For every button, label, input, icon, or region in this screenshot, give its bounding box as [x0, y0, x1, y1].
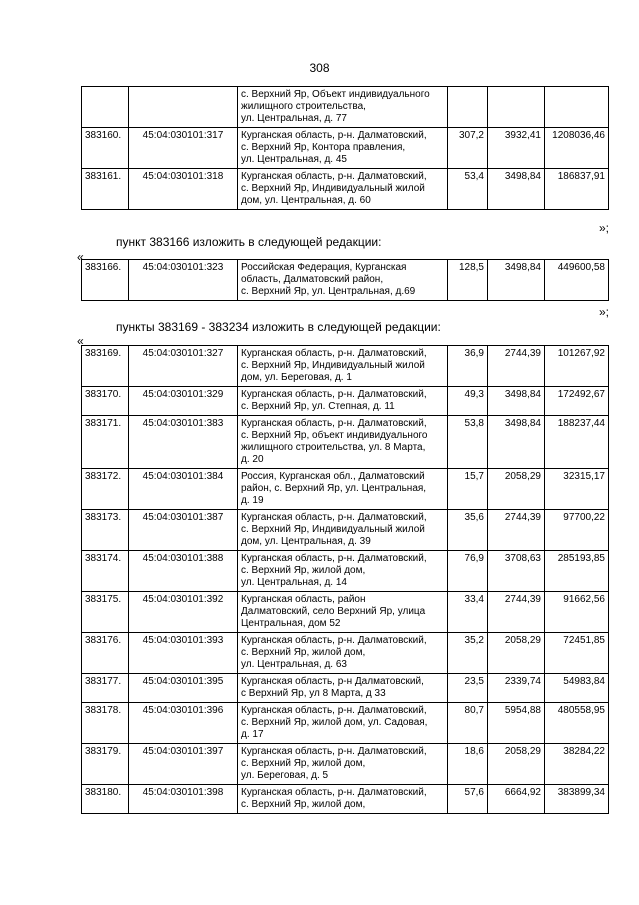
- address-line: дом, ул. Береговая, д. 1: [241, 372, 352, 383]
- cadastral-value-cell: 449600,58: [545, 260, 609, 301]
- rate-cell: 3498,84: [488, 416, 545, 469]
- address-line: ул. Центральная, д. 14: [241, 577, 347, 588]
- rate-cell: 2058,29: [488, 633, 545, 674]
- address-line: с. Верхний Яр, жилой дом,: [241, 799, 366, 810]
- row-number-cell: 383179.: [82, 744, 129, 785]
- area-cell: 35,2: [448, 633, 488, 674]
- address-cell: [238, 592, 448, 633]
- table-row: [82, 551, 609, 592]
- address-line: Курганская область, р-н. Далматовский,: [241, 635, 427, 646]
- cadastral-number-cell: 45:04:030101:318: [129, 169, 238, 210]
- row-number-cell: 383173.: [82, 510, 129, 551]
- row-number-cell: 383175.: [82, 592, 129, 633]
- table-row: [82, 169, 609, 210]
- area-cell: 80,7: [448, 703, 488, 744]
- address-line: Далматовский, село Верхний Яр, улица: [241, 606, 426, 617]
- cadastral-value-cell: 285193,85: [545, 551, 609, 592]
- row-number-cell: 383172.: [82, 469, 129, 510]
- area-cell: 57,6: [448, 785, 488, 814]
- area-cell: 36,9: [448, 346, 488, 387]
- rate-cell: 3708,63: [488, 551, 545, 592]
- address-line: с. Верхний Яр, ул. Степная, д. 11: [241, 401, 395, 412]
- address-cell: [238, 674, 448, 703]
- address-line: Курганская область, район: [241, 594, 366, 605]
- address-cell: [238, 387, 448, 416]
- address-line: с. Верхний Яр, ул. Центральная, д.69: [241, 286, 416, 297]
- address-cell: [238, 169, 448, 210]
- area-cell: 33,4: [448, 592, 488, 633]
- table-row: [82, 128, 609, 169]
- address-line: с. Верхний Яр, жилой дом, ул. Садовая,: [241, 717, 428, 728]
- row-number-cell: 383180.: [82, 785, 129, 814]
- cadastral-value-cell: 480558,95: [545, 703, 609, 744]
- address-line: Курганская область, р-н. Далматовский,: [241, 705, 427, 716]
- cadastral-value-cell: 1208036,46: [545, 128, 609, 169]
- registry-table-1: [81, 86, 609, 210]
- rate-cell: 6664,92: [488, 785, 545, 814]
- rate-cell: 2339,74: [488, 674, 545, 703]
- address-line: с. Верхний Яр, жилой дом,: [241, 565, 366, 576]
- address-line: д. 20: [241, 454, 264, 465]
- rate-cell: 2744,39: [488, 510, 545, 551]
- address-line: с. Верхний Яр, Контора правления,: [241, 142, 406, 153]
- cadastral-number-cell: [129, 87, 238, 128]
- area-cell: 128,5: [448, 260, 488, 301]
- table-row: [82, 510, 609, 551]
- address-line: дом, ул. Центральная, д. 60: [241, 195, 371, 206]
- table-row: [82, 785, 609, 814]
- address-line: область, Далматовский район,: [241, 274, 384, 285]
- address-line: ул. Центральная, д. 63: [241, 659, 347, 670]
- area-cell: 53,4: [448, 169, 488, 210]
- cadastral-value-cell: 172492,67: [545, 387, 609, 416]
- cadastral-number-cell: 45:04:030101:323: [129, 260, 238, 301]
- address-line: Курганская область, р-н. Далматовский,: [241, 746, 427, 757]
- row-number-cell: 383170.: [82, 387, 129, 416]
- rate-cell: 3498,84: [488, 169, 545, 210]
- address-line: Российская Федерация, Курганская: [241, 262, 407, 273]
- row-number-cell: 383160.: [82, 128, 129, 169]
- cadastral-value-cell: 91662,56: [545, 592, 609, 633]
- address-cell: [238, 128, 448, 169]
- table-row: [82, 674, 609, 703]
- cadastral-number-cell: 45:04:030101:384: [129, 469, 238, 510]
- opening-quote-2: «: [77, 250, 84, 264]
- address-cell: [238, 703, 448, 744]
- cadastral-value-cell: [545, 87, 609, 128]
- cadastral-value-cell: 54983,84: [545, 674, 609, 703]
- address-line: с. Верхний Яр, Индивидуальный жилой: [241, 524, 425, 535]
- address-line: район, с. Верхний Яр, ул. Центральная,: [241, 483, 427, 494]
- rate-cell: 2744,39: [488, 346, 545, 387]
- address-cell: [238, 785, 448, 814]
- address-line: д. 17: [241, 729, 264, 740]
- cadastral-value-cell: 38284,22: [545, 744, 609, 785]
- rate-cell: 2744,39: [488, 592, 545, 633]
- table-row: [82, 416, 609, 469]
- table-row: [82, 260, 609, 301]
- rate-cell: 5954,88: [488, 703, 545, 744]
- cadastral-value-cell: 32315,17: [545, 469, 609, 510]
- address-line: с. Верхний Яр, жилой дом,: [241, 647, 366, 658]
- address-line: с Верхний Яр, ул 8 Марта, д 33: [241, 688, 386, 699]
- cadastral-number-cell: 45:04:030101:317: [129, 128, 238, 169]
- address-line: Курганская область, р-н. Далматовский,: [241, 553, 427, 564]
- address-line: жилищного строительства, ул. 8 Марта,: [241, 442, 426, 453]
- address-line: жилищного строительства,: [241, 101, 366, 112]
- row-number-cell: 383171.: [82, 416, 129, 469]
- cadastral-value-cell: 186837,91: [545, 169, 609, 210]
- address-line: Курганская область, р-н. Далматовский,: [241, 348, 427, 359]
- table-row: [82, 592, 609, 633]
- registry-table-2: [81, 259, 609, 301]
- rate-cell: 3932,41: [488, 128, 545, 169]
- address-cell: [238, 346, 448, 387]
- cadastral-number-cell: 45:04:030101:387: [129, 510, 238, 551]
- amendment-paragraph-2: пункты 383169 - 383234 изложить в следующей редакции:: [116, 320, 441, 334]
- registry-table-3: [81, 345, 609, 814]
- table-row: [82, 469, 609, 510]
- address-cell: [238, 469, 448, 510]
- rate-cell: 2058,29: [488, 469, 545, 510]
- address-line: Курганская область, р-н. Далматовский,: [241, 171, 427, 182]
- table-row: [82, 744, 609, 785]
- address-cell: [238, 510, 448, 551]
- table-row: [82, 387, 609, 416]
- area-cell: 53,8: [448, 416, 488, 469]
- row-number-cell: 383178.: [82, 703, 129, 744]
- address-line: Курганская область, р-н. Далматовский,: [241, 130, 427, 141]
- address-line: ул. Центральная, д. 45: [241, 154, 347, 165]
- area-cell: 49,3: [448, 387, 488, 416]
- closing-quote-1: »;: [598, 221, 609, 235]
- address-line: Центральная, дом 52: [241, 618, 341, 629]
- row-number-cell: 383176.: [82, 633, 129, 674]
- address-line: Курганская область, р-н. Далматовский,: [241, 389, 427, 400]
- table-row: [82, 87, 609, 128]
- address-line: Курганская область, р-н. Далматовский,: [241, 787, 427, 798]
- row-number-cell: 383161.: [82, 169, 129, 210]
- address-cell: [238, 416, 448, 469]
- address-cell: [238, 260, 448, 301]
- cadastral-number-cell: 45:04:030101:329: [129, 387, 238, 416]
- area-cell: 23,5: [448, 674, 488, 703]
- cadastral-number-cell: 45:04:030101:383: [129, 416, 238, 469]
- cadastral-value-cell: 97700,22: [545, 510, 609, 551]
- row-number-cell: [82, 87, 129, 128]
- page-number: 308: [309, 61, 330, 75]
- area-cell: 307,2: [448, 128, 488, 169]
- address-line: Россия, Курганская обл., Далматовский: [241, 471, 425, 482]
- row-number-cell: 383169.: [82, 346, 129, 387]
- address-line: с. Верхний Яр, объект индивидуального: [241, 430, 428, 441]
- area-cell: 18,6: [448, 744, 488, 785]
- address-cell: [238, 633, 448, 674]
- address-line: с. Верхний Яр, жилой дом,: [241, 758, 366, 769]
- area-cell: 15,7: [448, 469, 488, 510]
- cadastral-number-cell: 45:04:030101:395: [129, 674, 238, 703]
- address-line: Курганская область, р-н. Далматовский,: [241, 418, 427, 429]
- row-number-cell: 383174.: [82, 551, 129, 592]
- address-cell: [238, 87, 448, 128]
- address-line: ул. Центральная, д. 77: [241, 113, 347, 124]
- cadastral-value-cell: 72451,85: [545, 633, 609, 674]
- amendment-paragraph-1: пункт 383166 изложить в следующей редакции:: [116, 235, 382, 249]
- cadastral-number-cell: 45:04:030101:327: [129, 346, 238, 387]
- cadastral-number-cell: 45:04:030101:396: [129, 703, 238, 744]
- rate-cell: [488, 87, 545, 128]
- address-line: с. Верхний Яр, Объект индивидуального: [241, 89, 430, 100]
- address-line: ул. Береговая, д. 5: [241, 770, 329, 781]
- cadastral-number-cell: 45:04:030101:392: [129, 592, 238, 633]
- address-line: Курганская область, р-н. Далматовский,: [241, 512, 427, 523]
- rate-cell: 2058,29: [488, 744, 545, 785]
- address-line: с. Верхний Яр, Индивидуальный жилой: [241, 183, 425, 194]
- address-cell: [238, 551, 448, 592]
- row-number-cell: 383166.: [82, 260, 129, 301]
- cadastral-number-cell: 45:04:030101:398: [129, 785, 238, 814]
- address-line: с. Верхний Яр, Индивидуальный жилой: [241, 360, 425, 371]
- cadastral-value-cell: 383899,34: [545, 785, 609, 814]
- closing-quote-2: »;: [598, 305, 609, 319]
- address-cell: [238, 744, 448, 785]
- cadastral-number-cell: 45:04:030101:397: [129, 744, 238, 785]
- cadastral-number-cell: 45:04:030101:388: [129, 551, 238, 592]
- area-cell: 35,6: [448, 510, 488, 551]
- cadastral-number-cell: 45:04:030101:393: [129, 633, 238, 674]
- table-row: [82, 703, 609, 744]
- row-number-cell: 383177.: [82, 674, 129, 703]
- address-line: дом, ул. Центральная, д. 39: [241, 536, 371, 547]
- rate-cell: 3498,84: [488, 260, 545, 301]
- address-line: Курганская область, р-н Далматовский,: [241, 676, 424, 687]
- table-row: [82, 633, 609, 674]
- address-line: д. 19: [241, 495, 264, 506]
- cadastral-value-cell: 101267,92: [545, 346, 609, 387]
- table-row: [82, 346, 609, 387]
- cadastral-value-cell: 188237,44: [545, 416, 609, 469]
- rate-cell: 3498,84: [488, 387, 545, 416]
- opening-quote-3: «: [77, 334, 84, 348]
- area-cell: 76,9: [448, 551, 488, 592]
- area-cell: [448, 87, 488, 128]
